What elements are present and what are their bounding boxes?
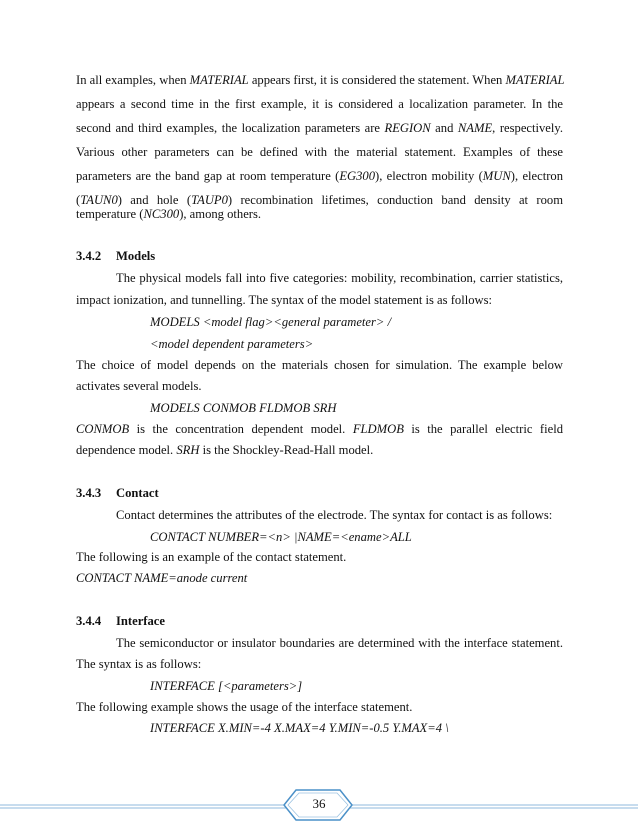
section-title: Interface — [116, 614, 165, 628]
section-title: Contact — [116, 486, 159, 500]
code-contact-example: CONTACT NAME=anode current — [76, 571, 248, 585]
code-models-syntax-1: MODELS <model flag><general parameter> / — [150, 315, 392, 329]
code-interface-syntax: INTERFACE [<parameters>] — [150, 679, 303, 693]
para1-line3: second and third examples, the localization parameters are REGION and NAME, respectively. — [76, 121, 564, 135]
para1-line5: parameters are the band gap at room temperature (EG300), electron mobility (MUN), electron — [76, 169, 563, 183]
page-number: 36 — [312, 796, 326, 811]
models-line2: impact ionization, and tunnelling. The syntax of the model statement is as follows: — [76, 293, 492, 307]
models-line5: CONMOB is the concentration dependent model. FLDMOB is the parallel electric field — [76, 422, 563, 436]
models-line3: The choice of model depends on the materials chosen for simulation. The example below — [76, 358, 563, 372]
section-heading-models — [76, 248, 155, 264]
para1-line1: In all examples, when MATERIAL appears first, it is considered the statement. When MATERIAL — [76, 73, 565, 87]
interface-line1: The semiconductor or insulator boundaries are determined with the interface statement. — [116, 636, 563, 650]
para1-line4: Various other parameters can be defined with the material statement. Examples of these — [76, 145, 563, 159]
section-number: 3.4.3 — [76, 486, 102, 500]
interface-line3: The following example shows the usage of the interface statement. — [76, 700, 413, 714]
section-heading-interface — [76, 613, 165, 629]
section-title: Models — [116, 249, 156, 263]
contact-line2: The following is an example of the contact statement. — [76, 550, 347, 564]
models-line6: dependence model. SRH is the Shockley-Read-Hall model. — [76, 443, 374, 457]
para1-line2: appears a second time in the first example, it is considered a localization parameter. In the — [76, 97, 563, 111]
para1-line6: (TAUN0) and hole (TAUP0) recombination lifetimes, conduction band density at room — [76, 193, 563, 207]
section-heading-contact — [76, 485, 159, 501]
section-number: 3.4.4 — [76, 614, 102, 628]
contact-line1: Contact determines the attributes of the electrode. The syntax for contact is as follows: — [116, 508, 553, 522]
code-contact-syntax: CONTACT NUMBER=<n> |NAME=<ename>ALL — [150, 530, 412, 544]
code-interface-example: INTERFACE X.MIN=-4 X.MAX=4 Y.MIN=-0.5 Y.MAX=4 \ — [150, 721, 449, 735]
models-line1: The physical models fall into five categories: mobility, recombination, carrier statistics, — [116, 271, 563, 285]
models-line4: activates several models. — [76, 379, 202, 393]
section-number: 3.4.2 — [76, 249, 102, 263]
interface-line2: The syntax is as follows: — [76, 657, 202, 671]
code-models-example: MODELS CONMOB FLDMOB SRH — [150, 401, 337, 415]
code-models-syntax-2: <model dependent parameters> — [150, 337, 314, 351]
para1-line7: temperature (NC300), among others. — [76, 207, 262, 221]
